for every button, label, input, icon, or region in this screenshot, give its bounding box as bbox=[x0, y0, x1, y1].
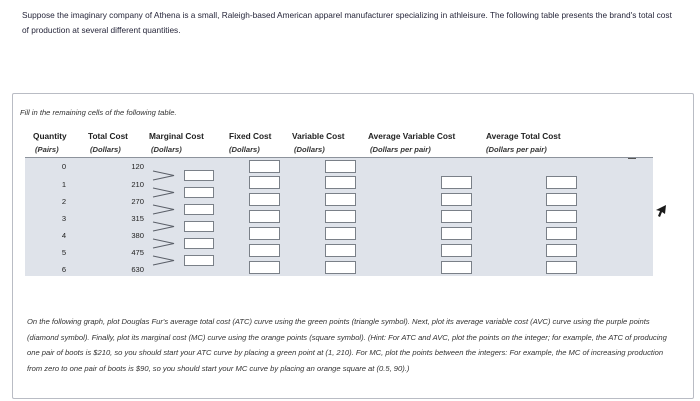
header-quantity-unit: (Pairs) bbox=[35, 145, 59, 154]
average-variable-cost-input[interactable] bbox=[441, 193, 472, 206]
header-marginal-cost-unit: (Dollars) bbox=[151, 145, 182, 154]
fixed-cost-input[interactable] bbox=[249, 210, 280, 223]
header-quantity: Quantity bbox=[33, 131, 67, 141]
quantity-cell: 3 bbox=[61, 214, 67, 223]
total-cost-cell: 380 bbox=[131, 231, 144, 240]
mouse-cursor-icon bbox=[655, 204, 667, 218]
variable-cost-input[interactable] bbox=[325, 210, 356, 223]
variable-cost-input[interactable] bbox=[325, 244, 356, 257]
header-fixed-cost-unit: (Dollars) bbox=[229, 145, 260, 154]
marginal-cost-input[interactable] bbox=[184, 255, 214, 266]
header-total-cost-unit: (Dollars) bbox=[90, 145, 121, 154]
marginal-cost-input[interactable] bbox=[184, 238, 214, 249]
marginal-cost-input[interactable] bbox=[184, 170, 214, 181]
header-average-variable-cost: Average Variable Cost bbox=[368, 131, 456, 141]
average-variable-cost-input[interactable] bbox=[441, 210, 472, 223]
chevron-right-icon bbox=[152, 238, 176, 249]
total-cost-cell: 315 bbox=[131, 214, 144, 223]
header-average-variable-cost-unit: (Dollars per pair) bbox=[370, 145, 431, 154]
variable-cost-input[interactable] bbox=[325, 193, 356, 206]
average-total-cost-input[interactable] bbox=[546, 193, 577, 206]
chevron-right-icon bbox=[152, 204, 176, 215]
average-variable-cost-input[interactable] bbox=[441, 176, 472, 189]
chevron-right-icon bbox=[152, 187, 176, 198]
chevron-right-icon bbox=[152, 255, 176, 266]
fixed-cost-input[interactable] bbox=[249, 227, 280, 240]
graph-instructions: On the following graph, plot Douglas Fur's average total cost (ATC) curve using the green points (triangle symbol). Next, plot its average variable cost (AVC) curve using the purple points (diamond symbol). Finally, plot its marginal cost (MC) curve using the orange points (square symbol). (Hint: For ATC and AVC, plot the points on the integer; for example, the ATC of producing one pair of boots is $210, so you should start your ATC curve by placing a green point at (1, 210). For MC, plot the points between the integers: For example, the MC of increasing production from zero to one pair of boots is $90, so you should start your MC curve by placing an orange square at (0.5, 90).) bbox=[27, 317, 667, 373]
average-total-cost-input[interactable] bbox=[546, 261, 577, 274]
average-total-cost-input[interactable] bbox=[546, 210, 577, 223]
quantity-cell: 0 bbox=[61, 162, 67, 171]
table-dash bbox=[628, 158, 636, 159]
variable-cost-input[interactable] bbox=[325, 261, 356, 274]
quantity-cell: 6 bbox=[61, 265, 67, 274]
header-total-cost: Total Cost bbox=[88, 131, 128, 141]
fixed-cost-input[interactable] bbox=[249, 193, 280, 206]
average-total-cost-input[interactable] bbox=[546, 176, 577, 189]
marginal-cost-input[interactable] bbox=[184, 204, 214, 215]
total-cost-cell: 270 bbox=[131, 197, 144, 206]
average-variable-cost-input[interactable] bbox=[441, 244, 472, 257]
header-average-total-cost: Average Total Cost bbox=[486, 131, 561, 141]
marginal-cost-input[interactable] bbox=[184, 187, 214, 198]
quantity-cell: 2 bbox=[61, 197, 67, 206]
variable-cost-input[interactable] bbox=[325, 227, 356, 240]
total-cost-cell: 475 bbox=[131, 248, 144, 257]
header-marginal-cost: Marginal Cost bbox=[149, 131, 204, 141]
fixed-cost-input[interactable] bbox=[249, 160, 280, 173]
chevron-right-icon bbox=[152, 221, 176, 232]
chevron-right-icon bbox=[152, 170, 176, 181]
header-fixed-cost: Fixed Cost bbox=[229, 131, 272, 141]
quantity-cell: 1 bbox=[61, 180, 67, 189]
quantity-cell: 5 bbox=[61, 248, 67, 257]
header-variable-cost: Variable Cost bbox=[292, 131, 345, 141]
average-total-cost-input[interactable] bbox=[546, 227, 577, 240]
fixed-cost-input[interactable] bbox=[249, 176, 280, 189]
average-total-cost-input[interactable] bbox=[546, 244, 577, 257]
total-cost-cell: 120 bbox=[131, 162, 144, 171]
intro-paragraph: Suppose the imaginary company of Athena is a small, Raleigh-based American apparel manufacturer specializing in athleisure. The following table presents the brand's total cost of production at several different quantities. bbox=[22, 10, 672, 35]
marginal-cost-input[interactable] bbox=[184, 221, 214, 232]
average-variable-cost-input[interactable] bbox=[441, 227, 472, 240]
quantity-cell: 4 bbox=[61, 231, 67, 240]
total-cost-cell: 210 bbox=[131, 180, 144, 189]
average-variable-cost-input[interactable] bbox=[441, 261, 472, 274]
fixed-cost-input[interactable] bbox=[249, 261, 280, 274]
header-variable-cost-unit: (Dollars) bbox=[294, 145, 325, 154]
fixed-cost-input[interactable] bbox=[249, 244, 280, 257]
table-prompt: Fill in the remaining cells of the following table. bbox=[20, 108, 177, 117]
header-average-total-cost-unit: (Dollars per pair) bbox=[486, 145, 547, 154]
variable-cost-input[interactable] bbox=[325, 176, 356, 189]
total-cost-cell: 630 bbox=[131, 265, 144, 274]
variable-cost-input[interactable] bbox=[325, 160, 356, 173]
